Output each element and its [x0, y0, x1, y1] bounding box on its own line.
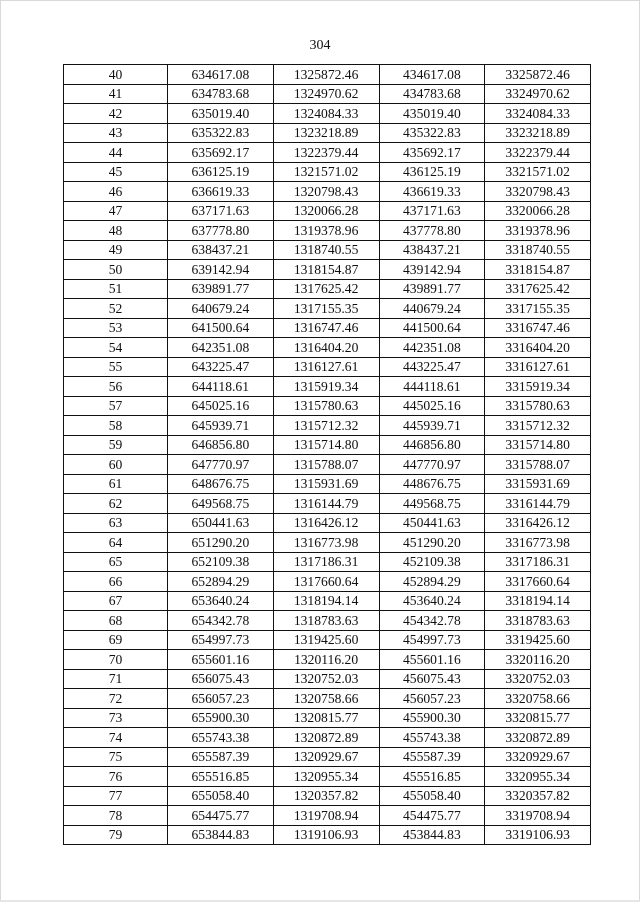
y-coordinate-cell: 1323218.89 [273, 123, 379, 143]
table-row [64, 513, 591, 533]
x-coordinate-alt-cell: 448676.75 [379, 474, 485, 494]
x-coordinate-alt-cell: 446856.80 [379, 435, 485, 455]
table-row [64, 474, 591, 494]
table-row [64, 650, 591, 670]
x-coordinate-alt-cell: 439891.77 [379, 279, 485, 299]
x-coordinate-alt-cell: 451290.20 [379, 533, 485, 553]
x-coordinate-alt-cell: 442351.08 [379, 338, 485, 358]
y-coordinate-alt-cell: 3320929.67 [485, 747, 591, 767]
y-coordinate-cell: 1317660.64 [273, 572, 379, 592]
x-coordinate-cell: 655058.40 [168, 786, 274, 806]
point-number-cell: 55 [64, 357, 168, 377]
table-row [64, 533, 591, 553]
x-coordinate-cell: 644118.61 [168, 377, 274, 397]
table-row [64, 435, 591, 455]
y-coordinate-cell: 1319378.96 [273, 221, 379, 241]
table-row [64, 416, 591, 436]
table-row [64, 279, 591, 299]
x-coordinate-alt-cell: 456075.43 [379, 669, 485, 689]
x-coordinate-cell: 655900.30 [168, 708, 274, 728]
x-coordinate-alt-cell: 438437.21 [379, 240, 485, 260]
x-coordinate-alt-cell: 455587.39 [379, 747, 485, 767]
point-number-cell: 68 [64, 611, 168, 631]
x-coordinate-cell: 654475.77 [168, 806, 274, 826]
x-coordinate-alt-cell: 437171.63 [379, 201, 485, 221]
y-coordinate-alt-cell: 3318783.63 [485, 611, 591, 631]
x-coordinate-cell: 634617.08 [168, 65, 274, 85]
x-coordinate-alt-cell: 454997.73 [379, 630, 485, 650]
x-coordinate-alt-cell: 454475.77 [379, 806, 485, 826]
x-coordinate-alt-cell: 445939.71 [379, 416, 485, 436]
y-coordinate-cell: 1324084.33 [273, 104, 379, 124]
table-row [64, 162, 591, 182]
x-coordinate-cell: 638437.21 [168, 240, 274, 260]
coordinate-table [63, 64, 591, 845]
y-coordinate-alt-cell: 3317625.42 [485, 279, 591, 299]
point-number-cell: 79 [64, 825, 168, 845]
y-coordinate-alt-cell: 3316747.46 [485, 318, 591, 338]
y-coordinate-alt-cell: 3318154.87 [485, 260, 591, 280]
x-coordinate-alt-cell: 435692.17 [379, 143, 485, 163]
y-coordinate-cell: 1315788.07 [273, 455, 379, 475]
x-coordinate-cell: 636125.19 [168, 162, 274, 182]
table-row [64, 357, 591, 377]
y-coordinate-cell: 1315712.32 [273, 416, 379, 436]
point-number-cell: 43 [64, 123, 168, 143]
y-coordinate-cell: 1320357.82 [273, 786, 379, 806]
y-coordinate-cell: 1320116.20 [273, 650, 379, 670]
table-row [64, 630, 591, 650]
point-number-cell: 46 [64, 182, 168, 202]
point-number-cell: 71 [64, 669, 168, 689]
y-coordinate-alt-cell: 3317155.35 [485, 299, 591, 319]
y-coordinate-alt-cell: 3320955.34 [485, 767, 591, 787]
point-number-cell: 54 [64, 338, 168, 358]
table-row [64, 728, 591, 748]
y-coordinate-cell: 1320758.66 [273, 689, 379, 709]
y-coordinate-cell: 1324970.62 [273, 84, 379, 104]
y-coordinate-alt-cell: 3320357.82 [485, 786, 591, 806]
point-number-cell: 66 [64, 572, 168, 592]
y-coordinate-alt-cell: 3320066.28 [485, 201, 591, 221]
y-coordinate-cell: 1318194.14 [273, 591, 379, 611]
x-coordinate-cell: 639891.77 [168, 279, 274, 299]
x-coordinate-alt-cell: 434783.68 [379, 84, 485, 104]
x-coordinate-alt-cell: 434617.08 [379, 65, 485, 85]
table-row [64, 377, 591, 397]
y-coordinate-alt-cell: 3320798.43 [485, 182, 591, 202]
point-number-cell: 56 [64, 377, 168, 397]
y-coordinate-alt-cell: 3317186.31 [485, 552, 591, 572]
y-coordinate-cell: 1320929.67 [273, 747, 379, 767]
point-number-cell: 42 [64, 104, 168, 124]
y-coordinate-cell: 1318783.63 [273, 611, 379, 631]
point-number-cell: 44 [64, 143, 168, 163]
x-coordinate-cell: 653844.83 [168, 825, 274, 845]
point-number-cell: 53 [64, 318, 168, 338]
x-coordinate-cell: 655601.16 [168, 650, 274, 670]
y-coordinate-alt-cell: 3320116.20 [485, 650, 591, 670]
table-row [64, 689, 591, 709]
y-coordinate-cell: 1320955.34 [273, 767, 379, 787]
x-coordinate-alt-cell: 444118.61 [379, 377, 485, 397]
y-coordinate-alt-cell: 3315714.80 [485, 435, 591, 455]
y-coordinate-cell: 1318154.87 [273, 260, 379, 280]
y-coordinate-cell: 1316747.46 [273, 318, 379, 338]
table-row [64, 494, 591, 514]
point-number-cell: 60 [64, 455, 168, 475]
x-coordinate-alt-cell: 439142.94 [379, 260, 485, 280]
x-coordinate-alt-cell: 443225.47 [379, 357, 485, 377]
x-coordinate-cell: 655743.38 [168, 728, 274, 748]
x-coordinate-alt-cell: 435019.40 [379, 104, 485, 124]
table-row [64, 396, 591, 416]
x-coordinate-cell: 641500.64 [168, 318, 274, 338]
table-row [64, 767, 591, 787]
y-coordinate-alt-cell: 3319378.96 [485, 221, 591, 241]
x-coordinate-cell: 652894.29 [168, 572, 274, 592]
y-coordinate-cell: 1316127.61 [273, 357, 379, 377]
table-row [64, 572, 591, 592]
table-row [64, 182, 591, 202]
y-coordinate-alt-cell: 3324084.33 [485, 104, 591, 124]
y-coordinate-alt-cell: 3315931.69 [485, 474, 591, 494]
coordinate-table-body [64, 65, 591, 845]
x-coordinate-cell: 654342.78 [168, 611, 274, 631]
y-coordinate-alt-cell: 3321571.02 [485, 162, 591, 182]
x-coordinate-alt-cell: 455601.16 [379, 650, 485, 670]
point-number-cell: 59 [64, 435, 168, 455]
table-row [64, 221, 591, 241]
x-coordinate-cell: 655516.85 [168, 767, 274, 787]
y-coordinate-cell: 1316404.20 [273, 338, 379, 358]
x-coordinate-alt-cell: 445025.16 [379, 396, 485, 416]
y-coordinate-alt-cell: 3316404.20 [485, 338, 591, 358]
x-coordinate-alt-cell: 452894.29 [379, 572, 485, 592]
point-number-cell: 41 [64, 84, 168, 104]
point-number-cell: 48 [64, 221, 168, 241]
point-number-cell: 50 [64, 260, 168, 280]
table-row [64, 786, 591, 806]
x-coordinate-alt-cell: 452109.38 [379, 552, 485, 572]
x-coordinate-cell: 652109.38 [168, 552, 274, 572]
y-coordinate-alt-cell: 3318194.14 [485, 591, 591, 611]
y-coordinate-alt-cell: 3319425.60 [485, 630, 591, 650]
x-coordinate-cell: 635322.83 [168, 123, 274, 143]
table-row [64, 611, 591, 631]
x-coordinate-alt-cell: 455516.85 [379, 767, 485, 787]
point-number-cell: 58 [64, 416, 168, 436]
point-number-cell: 57 [64, 396, 168, 416]
x-coordinate-cell: 635019.40 [168, 104, 274, 124]
point-number-cell: 75 [64, 747, 168, 767]
y-coordinate-alt-cell: 3324970.62 [485, 84, 591, 104]
point-number-cell: 76 [64, 767, 168, 787]
x-coordinate-alt-cell: 436125.19 [379, 162, 485, 182]
table-row [64, 65, 591, 85]
point-number-cell: 78 [64, 806, 168, 826]
y-coordinate-cell: 1320752.03 [273, 669, 379, 689]
table-row [64, 104, 591, 124]
table-row [64, 143, 591, 163]
table-row [64, 747, 591, 767]
y-coordinate-cell: 1316426.12 [273, 513, 379, 533]
point-number-cell: 61 [64, 474, 168, 494]
point-number-cell: 72 [64, 689, 168, 709]
x-coordinate-alt-cell: 435322.83 [379, 123, 485, 143]
table-row [64, 260, 591, 280]
x-coordinate-cell: 635692.17 [168, 143, 274, 163]
point-number-cell: 69 [64, 630, 168, 650]
x-coordinate-alt-cell: 453640.24 [379, 591, 485, 611]
y-coordinate-cell: 1318740.55 [273, 240, 379, 260]
y-coordinate-cell: 1319425.60 [273, 630, 379, 650]
table-row [64, 338, 591, 358]
x-coordinate-cell: 634783.68 [168, 84, 274, 104]
x-coordinate-alt-cell: 455743.38 [379, 728, 485, 748]
table-row [64, 455, 591, 475]
point-number-cell: 74 [64, 728, 168, 748]
y-coordinate-alt-cell: 3316144.79 [485, 494, 591, 514]
point-number-cell: 67 [64, 591, 168, 611]
y-coordinate-alt-cell: 3320872.89 [485, 728, 591, 748]
y-coordinate-alt-cell: 3319106.93 [485, 825, 591, 845]
x-coordinate-cell: 636619.33 [168, 182, 274, 202]
point-number-cell: 63 [64, 513, 168, 533]
point-number-cell: 62 [64, 494, 168, 514]
point-number-cell: 64 [64, 533, 168, 553]
table-row [64, 318, 591, 338]
table-row [64, 299, 591, 319]
x-coordinate-alt-cell: 437778.80 [379, 221, 485, 241]
x-coordinate-alt-cell: 455058.40 [379, 786, 485, 806]
x-coordinate-cell: 649568.75 [168, 494, 274, 514]
point-number-cell: 65 [64, 552, 168, 572]
y-coordinate-alt-cell: 3317660.64 [485, 572, 591, 592]
x-coordinate-cell: 639142.94 [168, 260, 274, 280]
y-coordinate-alt-cell: 3320758.66 [485, 689, 591, 709]
point-number-cell: 49 [64, 240, 168, 260]
point-number-cell: 40 [64, 65, 168, 85]
y-coordinate-cell: 1320798.43 [273, 182, 379, 202]
y-coordinate-alt-cell: 3316773.98 [485, 533, 591, 553]
y-coordinate-cell: 1320066.28 [273, 201, 379, 221]
y-coordinate-alt-cell: 3315712.32 [485, 416, 591, 436]
y-coordinate-cell: 1317186.31 [273, 552, 379, 572]
x-coordinate-cell: 656057.23 [168, 689, 274, 709]
y-coordinate-cell: 1320815.77 [273, 708, 379, 728]
table-row [64, 201, 591, 221]
point-number-cell: 70 [64, 650, 168, 670]
x-coordinate-alt-cell: 450441.63 [379, 513, 485, 533]
y-coordinate-alt-cell: 3318740.55 [485, 240, 591, 260]
y-coordinate-cell: 1321571.02 [273, 162, 379, 182]
table-row [64, 84, 591, 104]
point-number-cell: 51 [64, 279, 168, 299]
x-coordinate-cell: 650441.63 [168, 513, 274, 533]
y-coordinate-alt-cell: 3320815.77 [485, 708, 591, 728]
y-coordinate-cell: 1316773.98 [273, 533, 379, 553]
x-coordinate-cell: 645939.71 [168, 416, 274, 436]
table-row [64, 123, 591, 143]
table-row [64, 240, 591, 260]
point-number-cell: 73 [64, 708, 168, 728]
y-coordinate-cell: 1317625.42 [273, 279, 379, 299]
point-number-cell: 52 [64, 299, 168, 319]
page-number: 304 [309, 38, 331, 53]
table-row [64, 552, 591, 572]
y-coordinate-cell: 1316144.79 [273, 494, 379, 514]
y-coordinate-cell: 1322379.44 [273, 143, 379, 163]
y-coordinate-cell: 1319106.93 [273, 825, 379, 845]
y-coordinate-alt-cell: 3319708.94 [485, 806, 591, 826]
y-coordinate-alt-cell: 3316127.61 [485, 357, 591, 377]
y-coordinate-cell: 1325872.46 [273, 65, 379, 85]
x-coordinate-cell: 653640.24 [168, 591, 274, 611]
x-coordinate-cell: 637778.80 [168, 221, 274, 241]
point-number-cell: 77 [64, 786, 168, 806]
x-coordinate-cell: 648676.75 [168, 474, 274, 494]
point-number-cell: 47 [64, 201, 168, 221]
x-coordinate-cell: 643225.47 [168, 357, 274, 377]
y-coordinate-alt-cell: 3320752.03 [485, 669, 591, 689]
x-coordinate-alt-cell: 456057.23 [379, 689, 485, 709]
x-coordinate-cell: 645025.16 [168, 396, 274, 416]
y-coordinate-cell: 1315780.63 [273, 396, 379, 416]
y-coordinate-cell: 1315714.80 [273, 435, 379, 455]
x-coordinate-alt-cell: 436619.33 [379, 182, 485, 202]
table-row [64, 708, 591, 728]
point-number-cell: 45 [64, 162, 168, 182]
y-coordinate-alt-cell: 3316426.12 [485, 513, 591, 533]
y-coordinate-cell: 1320872.89 [273, 728, 379, 748]
y-coordinate-alt-cell: 3315788.07 [485, 455, 591, 475]
x-coordinate-alt-cell: 454342.78 [379, 611, 485, 631]
x-coordinate-alt-cell: 455900.30 [379, 708, 485, 728]
x-coordinate-alt-cell: 449568.75 [379, 494, 485, 514]
table-row [64, 591, 591, 611]
y-coordinate-alt-cell: 3323218.89 [485, 123, 591, 143]
x-coordinate-cell: 640679.24 [168, 299, 274, 319]
x-coordinate-cell: 642351.08 [168, 338, 274, 358]
y-coordinate-cell: 1315931.69 [273, 474, 379, 494]
table-row [64, 669, 591, 689]
y-coordinate-alt-cell: 3325872.46 [485, 65, 591, 85]
x-coordinate-cell: 656075.43 [168, 669, 274, 689]
y-coordinate-cell: 1319708.94 [273, 806, 379, 826]
table-row [64, 806, 591, 826]
y-coordinate-cell: 1315919.34 [273, 377, 379, 397]
x-coordinate-alt-cell: 453844.83 [379, 825, 485, 845]
x-coordinate-alt-cell: 440679.24 [379, 299, 485, 319]
x-coordinate-alt-cell: 441500.64 [379, 318, 485, 338]
x-coordinate-cell: 647770.97 [168, 455, 274, 475]
x-coordinate-alt-cell: 447770.97 [379, 455, 485, 475]
y-coordinate-alt-cell: 3315780.63 [485, 396, 591, 416]
x-coordinate-cell: 637171.63 [168, 201, 274, 221]
y-coordinate-cell: 1317155.35 [273, 299, 379, 319]
x-coordinate-cell: 646856.80 [168, 435, 274, 455]
x-coordinate-cell: 651290.20 [168, 533, 274, 553]
x-coordinate-cell: 654997.73 [168, 630, 274, 650]
y-coordinate-alt-cell: 3322379.44 [485, 143, 591, 163]
table-row [64, 825, 591, 845]
x-coordinate-cell: 655587.39 [168, 747, 274, 767]
y-coordinate-alt-cell: 3315919.34 [485, 377, 591, 397]
